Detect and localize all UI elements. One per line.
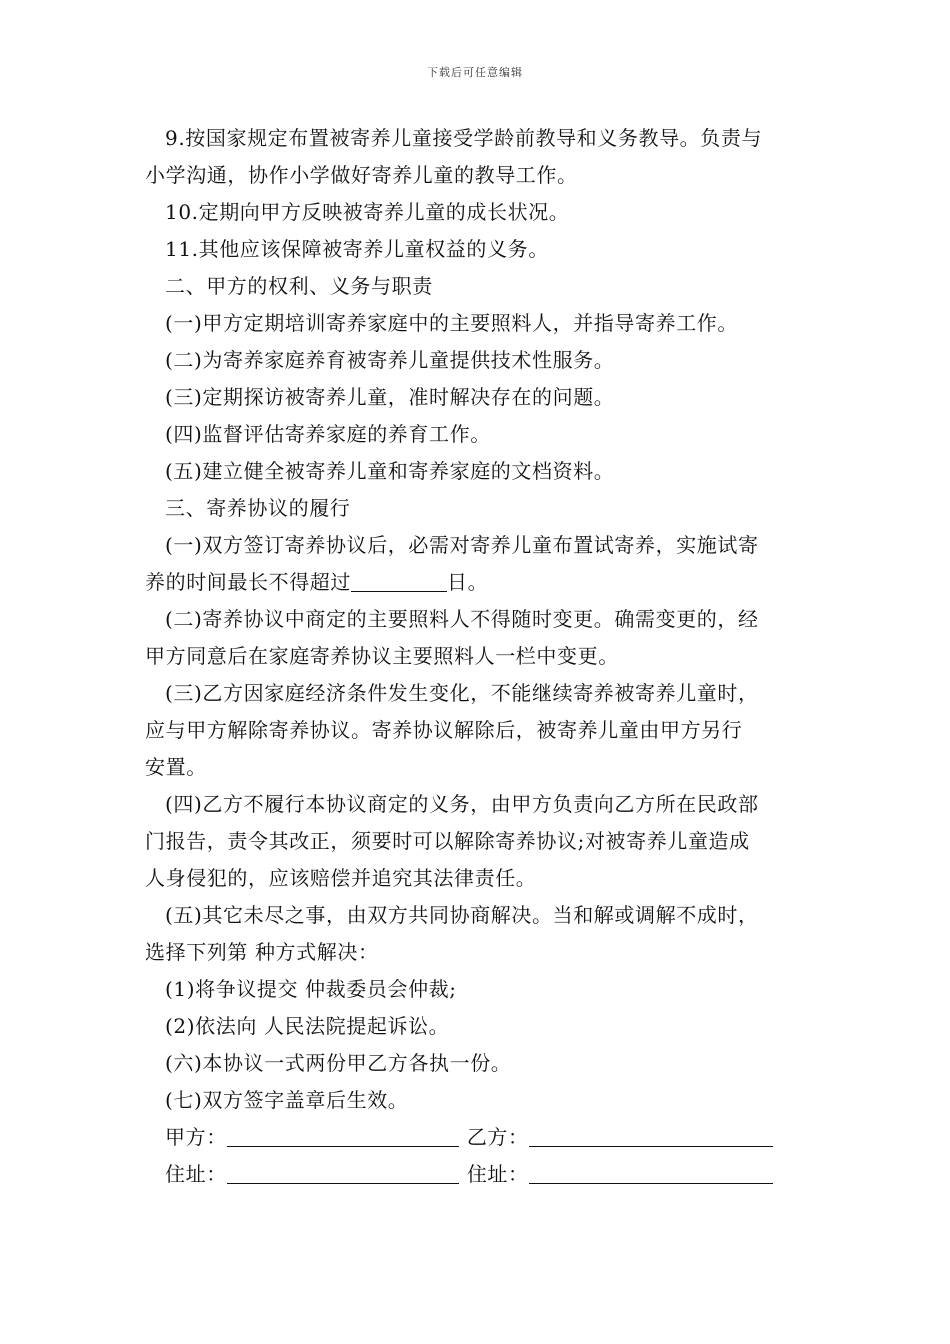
section-2-item-1: (一)甲方定期培训寄养家庭中的主要照料人，并指导寄养工作。 [165, 311, 739, 335]
section-2-title: 二、甲方的权利、义务与职责 [165, 274, 433, 298]
clause-9-line1: 9.按国家规定布置被寄养儿童接受学龄前教导和义务教导。负责与 [165, 126, 763, 150]
dispute-option-2: (2)依法向 人民法院提起诉讼。 [165, 1014, 450, 1038]
address-row [145, 1156, 810, 1193]
section-3-item-3-line2: 应与甲方解除寄养协议。寄养协议解除后，被寄养儿童由甲方另行 [145, 718, 743, 742]
party-b-signature-blank[interactable] [529, 1124, 773, 1147]
address-a-label: 住址： [165, 1162, 227, 1186]
address-a-blank[interactable] [227, 1161, 459, 1184]
section-2-item-2: (二)为寄养家庭养育被寄养儿童提供技术性服务。 [165, 348, 615, 372]
clause-9-line2: 小学沟通，协作小学做好寄养儿童的教导工作。 [145, 163, 578, 187]
section-3-item-7: (七)双方签字盖章后生效。 [165, 1088, 409, 1112]
trial-days-blank[interactable] [351, 569, 447, 592]
section-3-item-2-line2: 甲方同意后在家庭寄养协议主要照料人一栏中变更。 [145, 644, 619, 668]
section-3-item-2-line1: (二)寄养协议中商定的主要照料人不得随时变更。确需变更的，经 [165, 607, 759, 631]
section-3-item-3-line1: (三)乙方因家庭经济条件发生变化，不能继续寄养被寄养儿童时， [165, 681, 759, 705]
document-body [145, 120, 810, 1193]
section-3-item-4-line3: 人身侵犯的，应该赔偿并追究其法律责任。 [145, 866, 537, 890]
party-b-label: 乙方： [466, 1125, 529, 1149]
address-b-blank[interactable] [529, 1161, 773, 1184]
section-2-item-5: (五)建立健全被寄养儿童和寄养家庭的文档资料。 [165, 459, 615, 483]
section-3-item-1-line1: (一)双方签订寄养协议后，必需对寄养儿童布置试寄养，实施试寄 [165, 533, 759, 557]
clause-10: 10.定期向甲方反映被寄养儿童的成长状况。 [165, 200, 570, 224]
clause-11: 11.其他应该保障被寄养儿童权益的义务。 [165, 237, 549, 261]
dispute-option-1: (1)将争议提交 仲裁委员会仲裁; [165, 977, 457, 1001]
section-3-item-4-line1: (四)乙方不履行本协议商定的义务，由甲方负责向乙方所在民政部 [165, 792, 759, 816]
section-3-item-4-line2: 门报告，责令其改正，须要时可以解除寄养协议;对被寄养儿童造成 [145, 829, 750, 853]
party-a-label: 甲方： [165, 1125, 227, 1149]
signature-row [145, 1119, 810, 1156]
section-3-item-5-line2: 选择下列第 种方式解决： [145, 940, 379, 964]
page-header: 下载后可任意编辑 [427, 66, 523, 79]
section-3-title: 三、寄养协议的履行 [165, 496, 351, 520]
trial-period-text: 养的时间最长不得超过 [145, 570, 351, 594]
section-2-item-4: (四)监督评估寄养家庭的养育工作。 [165, 422, 491, 446]
section-3-item-6: (六)本协议一式两份甲乙方各执一份。 [165, 1051, 512, 1075]
section-3-item-5-line1: (五)其它未尽之事，由双方共同协商解决。当和解或调解不成时， [165, 903, 759, 927]
party-a-signature-blank[interactable] [227, 1124, 459, 1147]
section-2-item-3: (三)定期探访被寄养儿童，准时解决存在的问题。 [165, 385, 615, 409]
address-b-label: 住址： [466, 1162, 529, 1186]
trial-period-suffix: 日。 [447, 570, 489, 594]
section-3-item-1-line2 [145, 564, 810, 601]
section-3-item-3-line3: 安置。 [145, 755, 207, 779]
